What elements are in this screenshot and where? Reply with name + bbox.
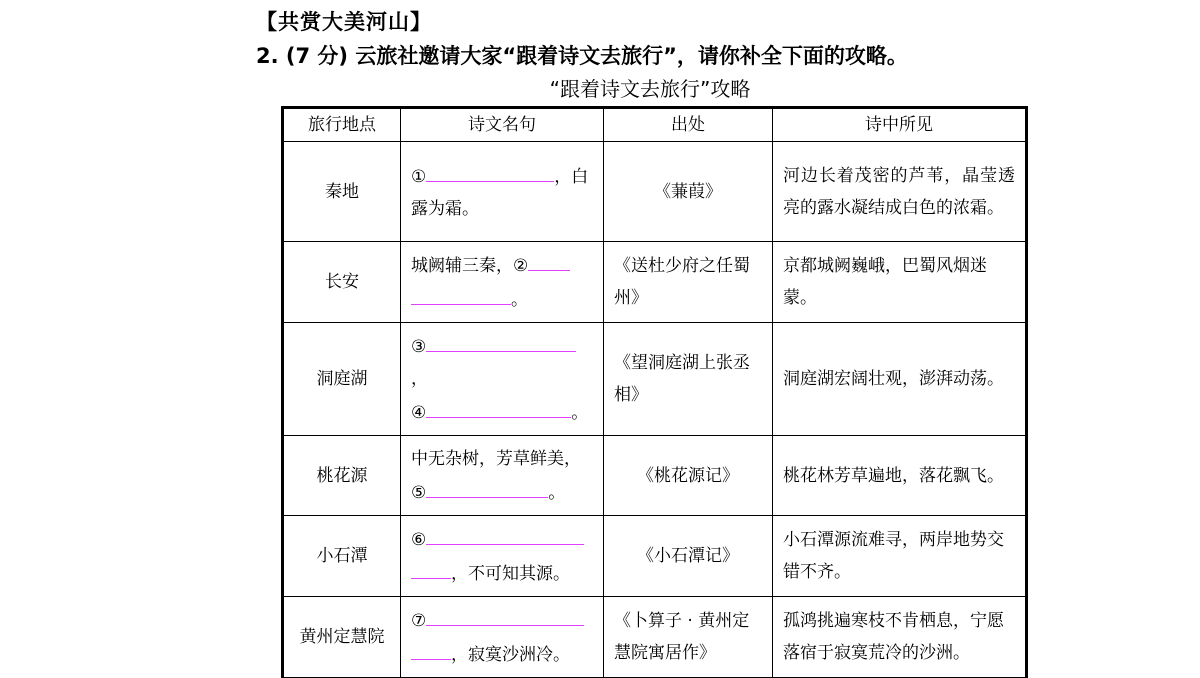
verse-number: ⑤ [411,482,427,503]
verse-cell [401,597,604,678]
place-cell: 秦地 [284,142,401,242]
verse-text: 中无杂树，芳草鲜美， [411,448,581,469]
source-cell: 《小石潭记》 [604,516,773,597]
scene-cell: 河边长着茂密的芦苇，晶莹透亮的露水凝结成白色的浓霜。 [773,142,1026,242]
section-title: 【共赏大美河山】 [256,10,432,34]
verse-text: 。 [511,290,528,310]
verse-number: ⑦ [411,611,427,631]
table-header-row [284,109,1026,142]
travel-guide-table [283,108,1026,678]
verse-cell [401,242,604,323]
verse-text: ，白 [554,166,589,187]
place-cell: 小石潭 [284,516,401,597]
verse-cell [401,142,604,242]
answer-blank[interactable] [411,556,451,579]
table-row [284,323,1026,436]
verse-number: ④ [411,403,427,423]
source-cell: 《卜算子 · 黄州定慧院寓居作》 [604,597,773,678]
source-cell: 《蒹葭》 [604,142,773,242]
verse-number: ① [411,166,427,187]
table-row [284,242,1026,323]
table-row [284,597,1026,678]
answer-blank[interactable] [528,248,570,271]
table-row [284,142,1026,242]
scene-cell: 桃花林芳草遍地，落花飘飞。 [773,436,1026,516]
answer-blank[interactable] [426,475,548,498]
verse-cell [401,323,604,436]
source-cell: 《送杜少府之任蜀州》 [604,242,773,323]
verse-text: ， [411,369,428,389]
source-cell: 《望洞庭湖上张丞相》 [604,323,773,436]
table-caption: “跟着诗文去旅行”攻略 [549,77,751,101]
verse-text: 露为霜。 [411,198,479,219]
place-cell: 黄州定慧院 [284,597,401,678]
verse-text: 。 [571,403,589,423]
answer-blank[interactable] [411,637,451,660]
verse-text: 城阙辅三秦，② [411,256,529,276]
table-row [284,516,1026,597]
place-cell: 洞庭湖 [284,323,401,436]
table-row [284,436,1026,516]
answer-blank[interactable] [411,282,511,305]
verse-cell [401,436,604,516]
source-cell: 《桃花源记》 [604,436,773,516]
question-text: 2. (7 分) 云旅社邀请大家“跟着诗文去旅行”，请你补全下面的攻略。 [256,44,908,68]
place-cell: 桃花源 [284,436,401,516]
scene-cell: 孤鸿挑遍寒枝不肯栖息，宁愿落宿于寂寞荒冷的沙洲。 [773,597,1026,678]
answer-blank[interactable] [426,522,584,545]
verse-cell [401,516,604,597]
scene-cell: 洞庭湖宏阔壮观，澎湃动荡。 [773,323,1026,436]
scene-cell: 京都城阙巍峨，巴蜀风烟迷蒙。 [773,242,1026,323]
scene-cell: 小石潭源流难寻，两岸地势交错不齐。 [773,516,1026,597]
header-verse: 诗文名句 [401,109,604,142]
verse-text: 。 [548,482,566,503]
answer-blank[interactable] [426,603,584,626]
place-cell: 长安 [284,242,401,323]
verse-text: ，寂寞沙洲冷。 [451,645,570,665]
answer-blank[interactable] [426,329,576,352]
header-source: 出处 [604,109,773,142]
verse-number: ⑥ [411,530,427,550]
header-scene: 诗中所见 [773,109,1026,142]
answer-blank[interactable] [426,159,554,182]
header-place: 旅行地点 [284,109,401,142]
answer-blank[interactable] [426,395,571,418]
verse-text: ，不可知其源。 [451,564,570,584]
verse-number: ③ [411,337,427,357]
